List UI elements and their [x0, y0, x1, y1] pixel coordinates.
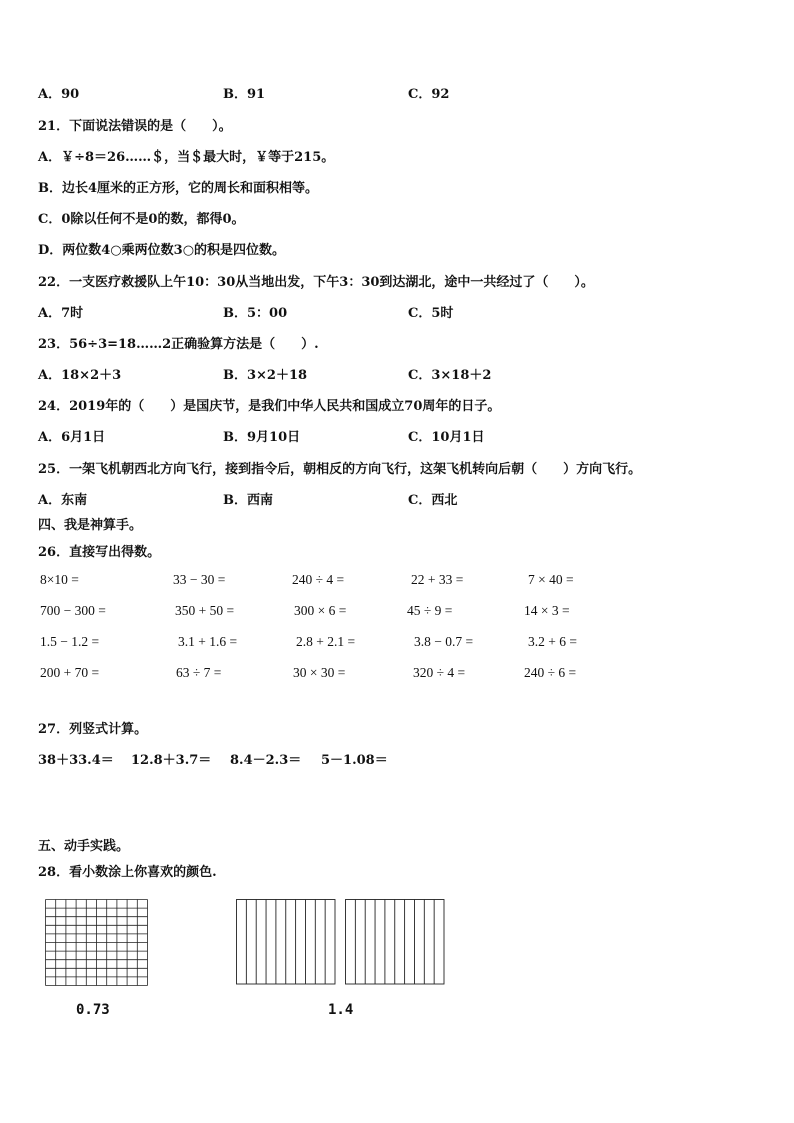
- q27-item: 38＋33.4＝: [38, 753, 114, 768]
- q26-item: 33 − 30 =: [173, 572, 226, 587]
- q22-option-a: A．7时: [38, 306, 84, 321]
- q21-option-a: A．￥÷8＝26……＄，当＄最大时，￥等于215。: [38, 150, 335, 165]
- q26-item: 45 ÷ 9 =: [407, 603, 453, 618]
- q24-stem: 24．2019年的（ ）是国庆节，是我们中华人民共和国成立70周年的日子。: [38, 399, 501, 414]
- q20-option-c: C．92: [408, 87, 450, 102]
- q26-item: 22 + 33 =: [411, 572, 464, 587]
- q23-option-a: A．18×2＋3: [38, 368, 122, 383]
- q26-item: 1.5 − 1.2 =: [40, 634, 100, 649]
- q27-stem: 27．列竖式计算。: [38, 722, 148, 737]
- q21-stem: 21．下面说法错误的是（ ）。: [38, 119, 232, 134]
- q23-option-b: B．3×2＋18: [223, 368, 308, 383]
- q26-item: 8×10 =: [40, 572, 79, 587]
- q27-item: 12.8＋3.7＝: [131, 753, 212, 768]
- q26-item: 240 ÷ 4 =: [292, 572, 345, 587]
- q26-item: 240 ÷ 6 =: [524, 665, 577, 680]
- q22-option-c: C．5时: [408, 306, 454, 321]
- q26-stem: 26．直接写出得数。: [38, 545, 161, 560]
- q26-item: 700 − 300 =: [40, 603, 106, 618]
- q27-item: 5－1.08＝: [321, 753, 388, 768]
- tenths-strip-left[interactable]: [236, 899, 336, 985]
- q28-label-left: 0.73: [76, 1002, 110, 1018]
- q20-option-b: B．91: [223, 87, 266, 102]
- q26-item: 350 + 50 =: [175, 603, 235, 618]
- q26-item: 30 × 30 =: [293, 665, 346, 680]
- q26-item: 3.2 + 6 =: [528, 634, 577, 649]
- q26-item: 200 + 70 =: [40, 665, 100, 680]
- tenths-strip-right[interactable]: [345, 899, 445, 985]
- q24-option-a: A．6月1日: [38, 430, 106, 445]
- section-4-heading: 四、我是神算手。: [38, 518, 143, 533]
- q25-option-c: C．西北: [408, 493, 458, 508]
- q25-stem: 25．一架飞机朝西北方向飞行，接到指令后，朝相反的方向飞行，这架飞机转向后朝（ ）方向飞行。: [38, 462, 642, 477]
- q21-option-b: B．边长4厘米的正方形，它的周长和面积相等。: [38, 181, 319, 196]
- q26-item: 7 × 40 =: [528, 572, 574, 587]
- q28-label-right: 1.4: [328, 1002, 354, 1018]
- q26-item: 63 ÷ 7 =: [176, 665, 222, 680]
- q28-stem: 28．看小数涂上你喜欢的颜色.: [38, 865, 217, 880]
- section-5-heading: 五、动手实践。: [38, 839, 130, 854]
- q27-item: 8.4－2.3＝: [230, 753, 302, 768]
- q26-item: 14 × 3 =: [524, 603, 570, 618]
- q26-item: 2.8 + 2.1 =: [296, 634, 356, 649]
- q26-item: 3.8 − 0.7 =: [414, 634, 474, 649]
- q25-option-b: B．西南: [223, 493, 273, 508]
- q26-item: 3.1 + 1.6 =: [178, 634, 238, 649]
- q26-item: 320 ÷ 4 =: [413, 665, 466, 680]
- q22-option-b: B．5：00: [223, 306, 288, 321]
- q22-stem: 22．一支医疗救援队上午10：30从当地出发，下午3：30到达湖北，途中一共经过了（ ）。: [38, 275, 594, 290]
- q21-option-d: D．两位数4○乘两位数3○的积是四位数。: [38, 243, 286, 258]
- q23-stem: 23．56÷3=18……2正确验算方法是（ ）.: [38, 337, 319, 352]
- q23-option-c: C．3×18＋2: [408, 368, 492, 383]
- q25-option-a: A．东南: [38, 493, 88, 508]
- hundred-grid[interactable]: [45, 899, 149, 987]
- q24-option-b: B．9月10日: [223, 430, 301, 445]
- q26-item: 300 × 6 =: [294, 603, 347, 618]
- q24-option-c: C．10月1日: [408, 430, 485, 445]
- q20-option-a: A．90: [38, 87, 80, 102]
- q21-option-c: C．0除以任何不是0的数，都得0。: [38, 212, 245, 227]
